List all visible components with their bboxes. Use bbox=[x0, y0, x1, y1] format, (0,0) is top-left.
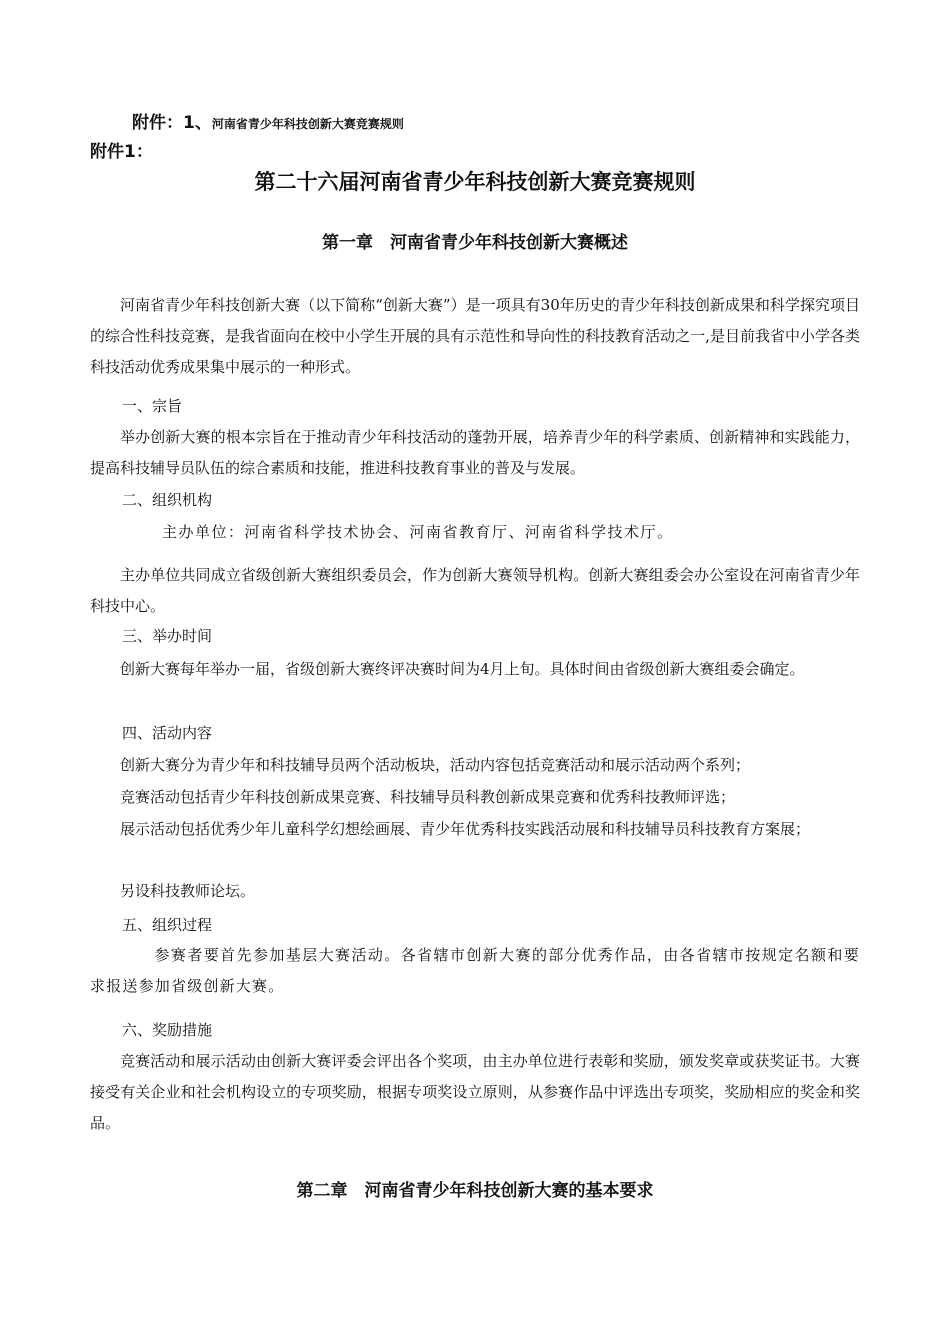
section-organization-committee: 主办单位共同成立省级创新大赛组织委员会，作为创新大赛领导机构。创新大赛组委会办公室设在河南省青少年科技中心。 bbox=[90, 566, 860, 615]
chapter1-title: 第一章 河南省青少年科技创新大赛概述 bbox=[322, 233, 628, 253]
section-activities-p4: 另设科技教师论坛。 bbox=[120, 882, 256, 900]
section-awards-text: 竞赛活动和展示活动由创新大赛评委会评出各个奖项，由主办单位进行表彰和奖励，颁发奖章或获奖证书。大赛接受有关企业和社会机构设立的专项奖励，根据专项奖设立原则，从参赛作品中评选出专项奖，奖励相应的奖金和奖品。 bbox=[90, 1052, 860, 1132]
annex-header-prefix: 附件：1、 bbox=[132, 113, 212, 133]
section-organization-sponsors: 主办单位：河南省科学技术协会、河南省教育厅、河南省科学技术厅。 bbox=[162, 523, 674, 541]
section-activities-p3: 展示活动包括优秀少年儿童科学幻想绘画展、青少年优秀科技实践活动展和科技辅导员科技教育方案展； bbox=[120, 820, 811, 838]
annex-header bbox=[132, 113, 404, 134]
document-title: 第二十六届河南省青少年科技创新大赛竞赛规则 bbox=[254, 170, 696, 194]
section-process-text: 参赛者要首先参加基层大赛活动。各省辖市创新大赛的部分优秀作品，由各省辖市按规定名额和要求报送参加省级创新大赛。 bbox=[90, 946, 860, 995]
section-heading-schedule: 三、举办时间 bbox=[122, 627, 213, 645]
chapter1-intro: 河南省青少年科技创新大赛（以下简称“创新大赛”）是一项具有30年历史的青少年科技创新成果和科学探究项目的综合性科技竞赛，是我省面向在校中小学生开展的具有示范性和导向性的科技教育活动之一,是目前我省中小学各类科技活动优秀成果集中展示的一种形式。 bbox=[90, 296, 860, 376]
section-heading-awards: 六、奖励措施 bbox=[122, 1021, 213, 1039]
section-purpose-text: 举办创新大赛的根本宗旨在于推动青少年科技活动的蓬勃开展，培养青少年的科学素质、创新精神和实践能力，提高科技辅导员队伍的综合素质和技能，推进科技教育事业的普及与发展。 bbox=[90, 428, 860, 477]
section-heading-process: 五、组织过程 bbox=[122, 916, 213, 934]
section-activities-p2: 竞赛活动包括青少年科技创新成果竞赛、科技辅导员科教创新成果竞赛和优秀科技教师评选； bbox=[120, 788, 736, 806]
chapter2-title: 第二章 河南省青少年科技创新大赛的基本要求 bbox=[296, 1181, 654, 1201]
section-heading-activities: 四、活动内容 bbox=[122, 724, 213, 742]
section-heading-purpose: 一、宗旨 bbox=[122, 397, 183, 415]
section-activities-p1: 创新大赛分为青少年和科技辅导员两个活动板块，活动内容包括竞赛活动和展示活动两个系列； bbox=[120, 756, 751, 774]
annex-header-title: 河南省青少年科技创新大赛竞赛规则 bbox=[211, 117, 404, 131]
section-schedule-text: 创新大赛每年举办一届，省级创新大赛终评决赛时间为4月上旬。具体时间由省级创新大赛组委会确定。 bbox=[120, 660, 805, 678]
annex-label: 附件1： bbox=[90, 142, 153, 162]
section-heading-organization: 二、组织机构 bbox=[122, 491, 213, 509]
